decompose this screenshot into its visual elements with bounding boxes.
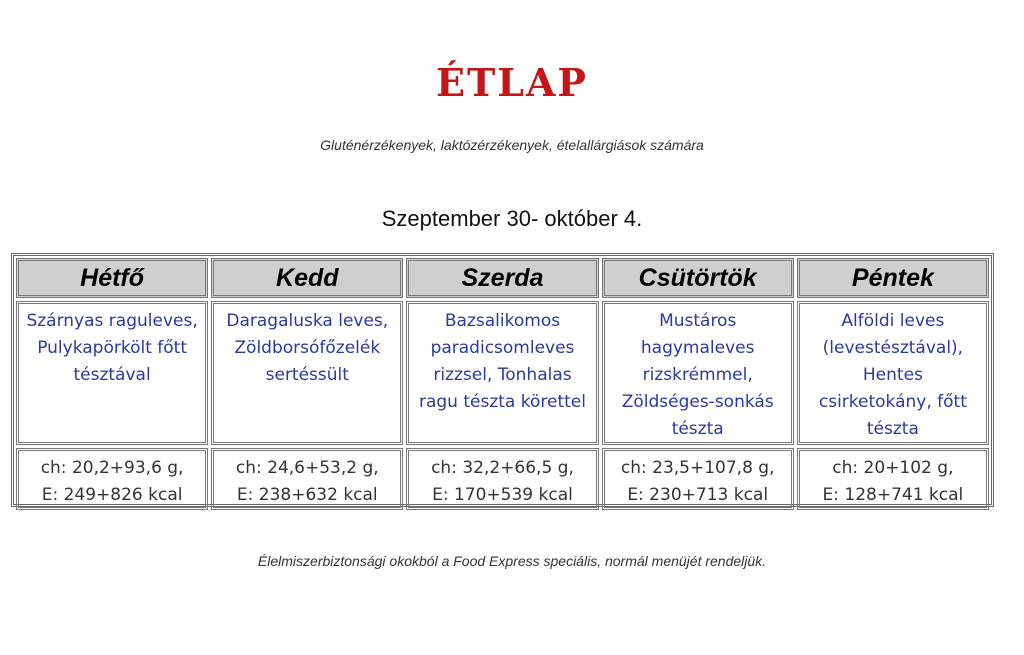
carbs-tuesday: ch: 24,6+53,2 g, bbox=[235, 458, 379, 478]
menu-table bbox=[11, 253, 994, 507]
nutrition-thursday bbox=[602, 448, 794, 510]
page-title: ÉTLAP bbox=[435, 60, 589, 105]
carbs-wednesday: ch: 32,2+66,5 g, bbox=[431, 458, 574, 478]
day-header-tuesday: Kedd bbox=[211, 258, 403, 298]
footer-note: Élelmiszerbiztonsági okokból a Food Express speciális, normál menüjét rendeljük. bbox=[257, 553, 767, 569]
nutrition-wednesday bbox=[406, 448, 598, 510]
carbs-monday: ch: 20,2+93,6 g, bbox=[40, 458, 184, 478]
dish-tuesday: Daragaluska leves, Zöldborsófőzelék sertéssült bbox=[211, 301, 403, 445]
nutrition-monday bbox=[16, 448, 208, 510]
energy-thursday: E: 230+713 kcal bbox=[627, 485, 769, 505]
dish-monday: Szárnyas raguleves, Pulykapörkölt főtt tésztával bbox=[16, 301, 208, 445]
energy-wednesday: E: 170+539 kcal bbox=[432, 485, 573, 505]
nutrition-tuesday bbox=[211, 448, 403, 510]
day-header-wednesday: Szerda bbox=[406, 258, 598, 298]
carbs-friday: ch: 20+102 g, bbox=[832, 458, 954, 478]
dish-friday: Alföldi leves (levestésztával), Hentes csirketokány, főtt tészta bbox=[797, 301, 989, 445]
day-header-friday: Péntek bbox=[797, 258, 989, 298]
dish-thursday: Mustáros hagymaleves rizskrémmel, Zöldséges-sonkás tészta bbox=[602, 301, 794, 445]
nutrition-friday bbox=[797, 448, 989, 510]
day-header-thursday: Csütörtök bbox=[602, 258, 794, 298]
dish-wednesday: Bazsalikomos paradicsomleves rizzsel, Tonhalas ragu tészta körettel bbox=[406, 301, 598, 445]
date-range: Szeptember 30- október 4. bbox=[381, 206, 643, 231]
energy-monday: E: 249+826 kcal bbox=[41, 485, 183, 505]
day-header-monday: Hétfő bbox=[16, 258, 208, 298]
page-subtitle: Gluténérzékenyek, laktózérzékenyek, ételallárgiások számára bbox=[320, 137, 704, 153]
energy-tuesday: E: 238+632 kcal bbox=[236, 485, 378, 505]
energy-friday: E: 128+741 kcal bbox=[822, 485, 964, 505]
carbs-thursday: ch: 23,5+107,8 g, bbox=[620, 458, 775, 478]
